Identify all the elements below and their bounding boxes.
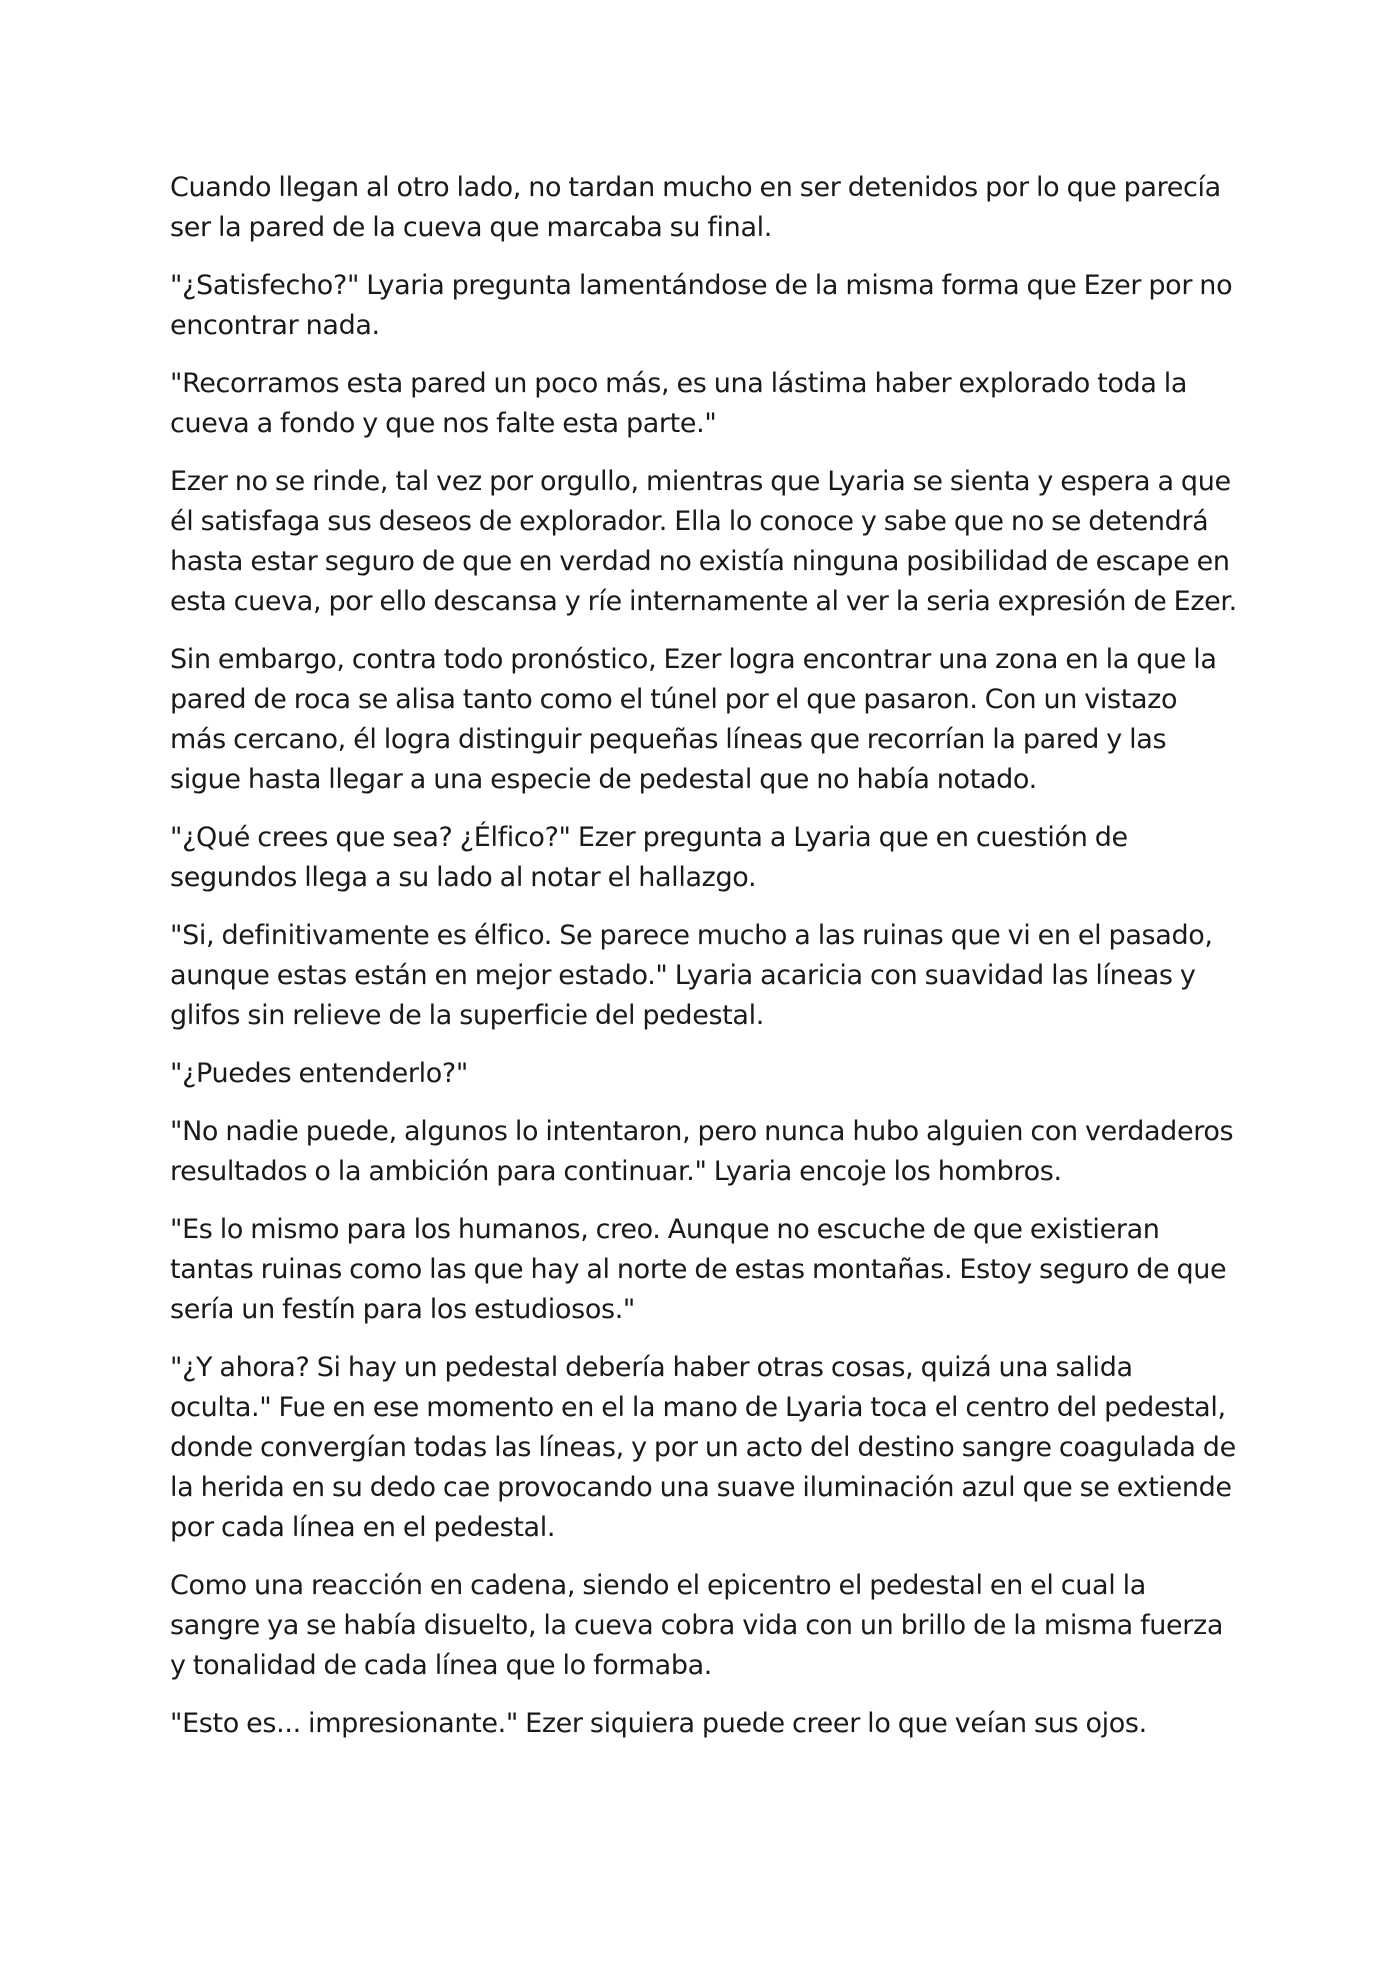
paragraph-12: Como una reacción en cadena, siendo el epicentro el pedestal en el cual la sangre ya se había disuelto, la cueva cobra vida con un brillo de la misma fuerza y tonalidad de cada línea que lo formaba.	[170, 1570, 1224, 1681]
paragraph-8: "¿Puedes entenderlo?"	[170, 1058, 468, 1089]
paragraph-1: Cuando llegan al otro lado, no tardan mucho en ser detenidos por lo que parecía ser la pared de la cueva que marcaba su final.	[170, 172, 1221, 243]
paragraph-7: "Si, definitivamente es élfico. Se parece mucho a las ruinas que vi en el pasado, aunque estas están en mejor estado." Lyaria acaricia con suavidad las líneas y glifos sin relieve de la superficie del pedestal.	[170, 920, 1213, 1031]
paragraph-5: Sin embargo, contra todo pronóstico, Ezer logra encontrar una zona en la que la pared de roca se alisa tanto como el túnel por el que pasaron. Con un vistazo más cercano, él logra distinguir pequeñas líneas que recorrían la pared y las sigue hasta llegar a una especie de pedestal que no había notado.	[170, 644, 1217, 795]
body-text	[170, 168, 1240, 1762]
paragraph-10: "Es lo mismo para los humanos, creo. Aunque no escuche de que existieran tantas ruinas como las que hay al norte de estas montañas. Estoy seguro de que sería un festín para los estudiosos."	[170, 1214, 1227, 1325]
paragraph-11: "¿Y ahora? Si hay un pedestal debería haber otras cosas, quizá una salida oculta." Fue en ese momento en el la mano de Lyaria toca el centro del pedestal, donde convergían todas las líneas, y por un acto del destino sangre coagulada de la herida en su dedo cae provocando una suave iluminación azul que se extiende por cada línea en el pedestal.	[170, 1352, 1236, 1543]
paragraph-9: "No nadie puede, algunos lo intentaron, pero nunca hubo alguien con verdaderos resultados o la ambición para continuar." Lyaria encoje los hombros.	[170, 1116, 1234, 1187]
paragraph-13: "Esto es... impresionante." Ezer siquiera puede creer lo que veían sus ojos.	[170, 1708, 1147, 1739]
paragraph-3: "Recorramos esta pared un poco más, es una lástima haber explorado toda la cueva a fondo y que nos falte esta parte."	[170, 368, 1188, 439]
paragraph-2: "¿Satisfecho?" Lyaria pregunta lamentándose de la misma forma que Ezer por no encontrar nada.	[170, 270, 1233, 341]
paragraph-6: "¿Qué crees que sea? ¿Élfico?" Ezer pregunta a Lyaria que en cuestión de segundos llega a su lado al notar el hallazgo.	[170, 822, 1128, 893]
paragraph-4: Ezer no se rinde, tal vez por orgullo, mientras que Lyaria se sienta y espera a que él satisfaga sus deseos de explorador. Ella lo conoce y sabe que no se detendrá hasta estar seguro de que en verdad no existía ninguna posibilidad de escape en esta cueva, por ello descansa y ríe internamente al ver la seria expresión de Ezer.	[170, 466, 1237, 617]
